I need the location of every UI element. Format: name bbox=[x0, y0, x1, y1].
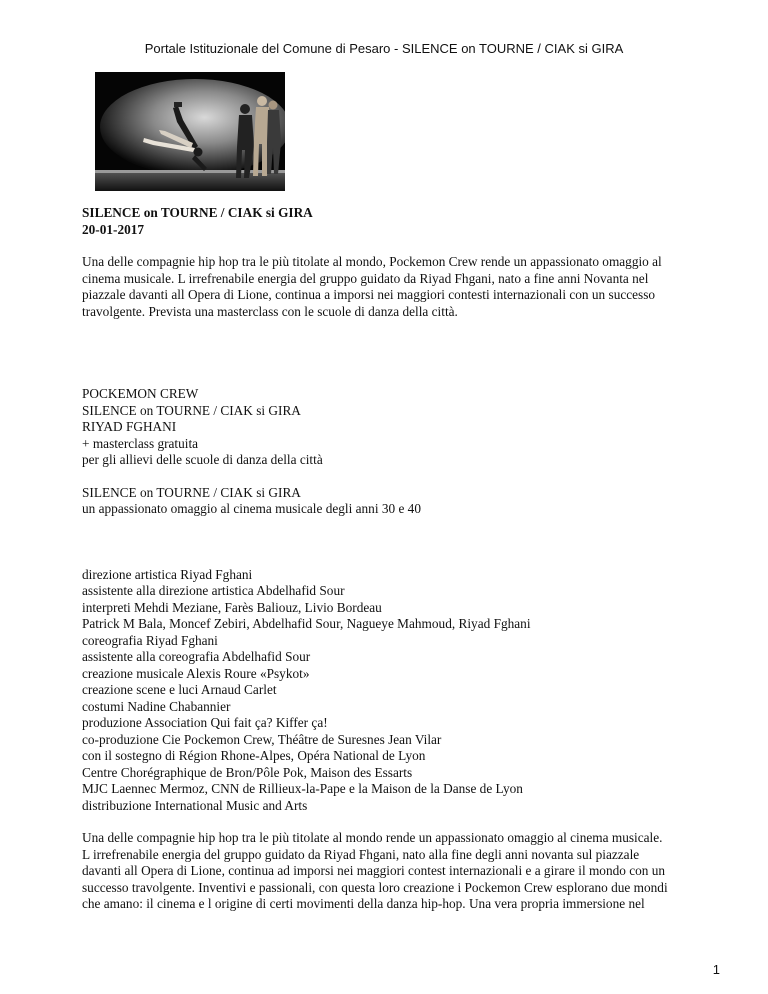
event-block bbox=[82, 386, 722, 469]
credit-line: direzione artistica Riyad Fghani bbox=[82, 566, 253, 582]
credit-line: creazione musicale Alexis Roure «Psykot» bbox=[82, 665, 310, 681]
closing-line: che amano: il cinema e l origine di certi movimenti della danza hip-hop. Una vera propria immersione nel bbox=[82, 896, 645, 911]
subtitle-block bbox=[82, 485, 722, 518]
article-date: 20-01-2017 bbox=[82, 221, 145, 237]
credit-line: costumi Nadine Chabannier bbox=[82, 698, 231, 714]
credit-line: con il sostegno di Région Rhone-Alpes, Opéra National de Lyon bbox=[82, 748, 426, 763]
credits-list bbox=[82, 567, 722, 815]
page-header: Portale Istituzionale del Comune di Pesaro - SILENCE on TOURNE / CIAK si GIRA bbox=[144, 41, 624, 56]
event-line: + masterclass gratuita bbox=[82, 435, 199, 451]
event-line: per gli allievi delle scuole di danza della città bbox=[82, 452, 323, 467]
closing-line: Una delle compagnie hip hop tra le più titolate al mondo rende un appassionato omaggio al cinema musicale. bbox=[82, 830, 663, 845]
intro-line: travolgente. Prevista una masterclass con le scuole di danza della città. bbox=[82, 303, 458, 319]
credit-line: MJC Laennec Mermoz, CNN de Rillieux-la-Pape e la Maison de la Danse de Lyon bbox=[82, 781, 523, 796]
dancers-image bbox=[95, 72, 285, 191]
credit-line: assistente alla coreografia Abdelhafid Sour bbox=[82, 649, 311, 664]
closing-line: davanti all Opera di Lione, continua ad imporsi nei maggiori contest internazionali e a girare il mondo con un bbox=[82, 863, 666, 878]
credit-line: Centre Chorégraphique de Bron/Pôle Pok, Maison des Essarts bbox=[82, 764, 413, 780]
article-body bbox=[82, 205, 722, 913]
closing-line: L irrefrenabile energia del gruppo guidato da Riyad Fhgani, nato alla fine degli anni novanta sul piazzale bbox=[82, 846, 640, 862]
page-number: 1 bbox=[712, 962, 720, 977]
credit-line: coreografia Riyad Fghani bbox=[82, 632, 218, 648]
event-line: RIYAD FGHANI bbox=[82, 419, 177, 434]
intro-paragraph bbox=[82, 254, 722, 320]
article-title: SILENCE on TOURNE / CIAK si GIRA bbox=[82, 205, 313, 220]
event-line: SILENCE on TOURNE / CIAK si GIRA bbox=[82, 402, 301, 418]
credit-line: assistente alla direzione artistica Abdelhafid Sour bbox=[82, 583, 345, 598]
credit-line: Patrick M Bala, Moncef Zebiri, Abdelhafid Sour, Nagueye Mahmoud, Riyad Fghani bbox=[82, 616, 531, 631]
subtitle-line: un appassionato omaggio al cinema musicale degli anni 30 e 40 bbox=[82, 501, 421, 516]
performance-photo bbox=[95, 72, 285, 191]
credit-line: distribuzione International Music and Arts bbox=[82, 797, 308, 813]
credit-line: co-produzione Cie Pockemon Crew, Théâtre de Suresnes Jean Vilar bbox=[82, 731, 442, 747]
credit-line: creazione scene e luci Arnaud Carlet bbox=[82, 682, 277, 697]
credit-line: interpreti Mehdi Meziane, Farès Baliouz, Livio Bordeau bbox=[82, 599, 382, 615]
intro-line: piazzale davanti all Opera di Lione, continua a imporsi nei maggiori contesti internazionali con un successo bbox=[82, 287, 656, 302]
intro-line: Una delle compagnie hip hop tra le più titolate al mondo, Pockemon Crew rende un appassionato omaggio al bbox=[82, 254, 662, 269]
closing-paragraph bbox=[82, 830, 722, 913]
credit-line: produzione Association Qui fait ça? Kiffer ça! bbox=[82, 715, 328, 730]
intro-line: cinema musicale. L irrefrenabile energia del gruppo guidato da Riyad Fhgani, nato a fine anni Novanta nel bbox=[82, 270, 649, 286]
event-line: POCKEMON CREW bbox=[82, 386, 199, 401]
subtitle-line: SILENCE on TOURNE / CIAK si GIRA bbox=[82, 484, 301, 500]
closing-line: successo travolgente. Inventivi e passionali, con questa loro creazione i Pockemon Crew esplorano due mondi bbox=[82, 879, 668, 895]
